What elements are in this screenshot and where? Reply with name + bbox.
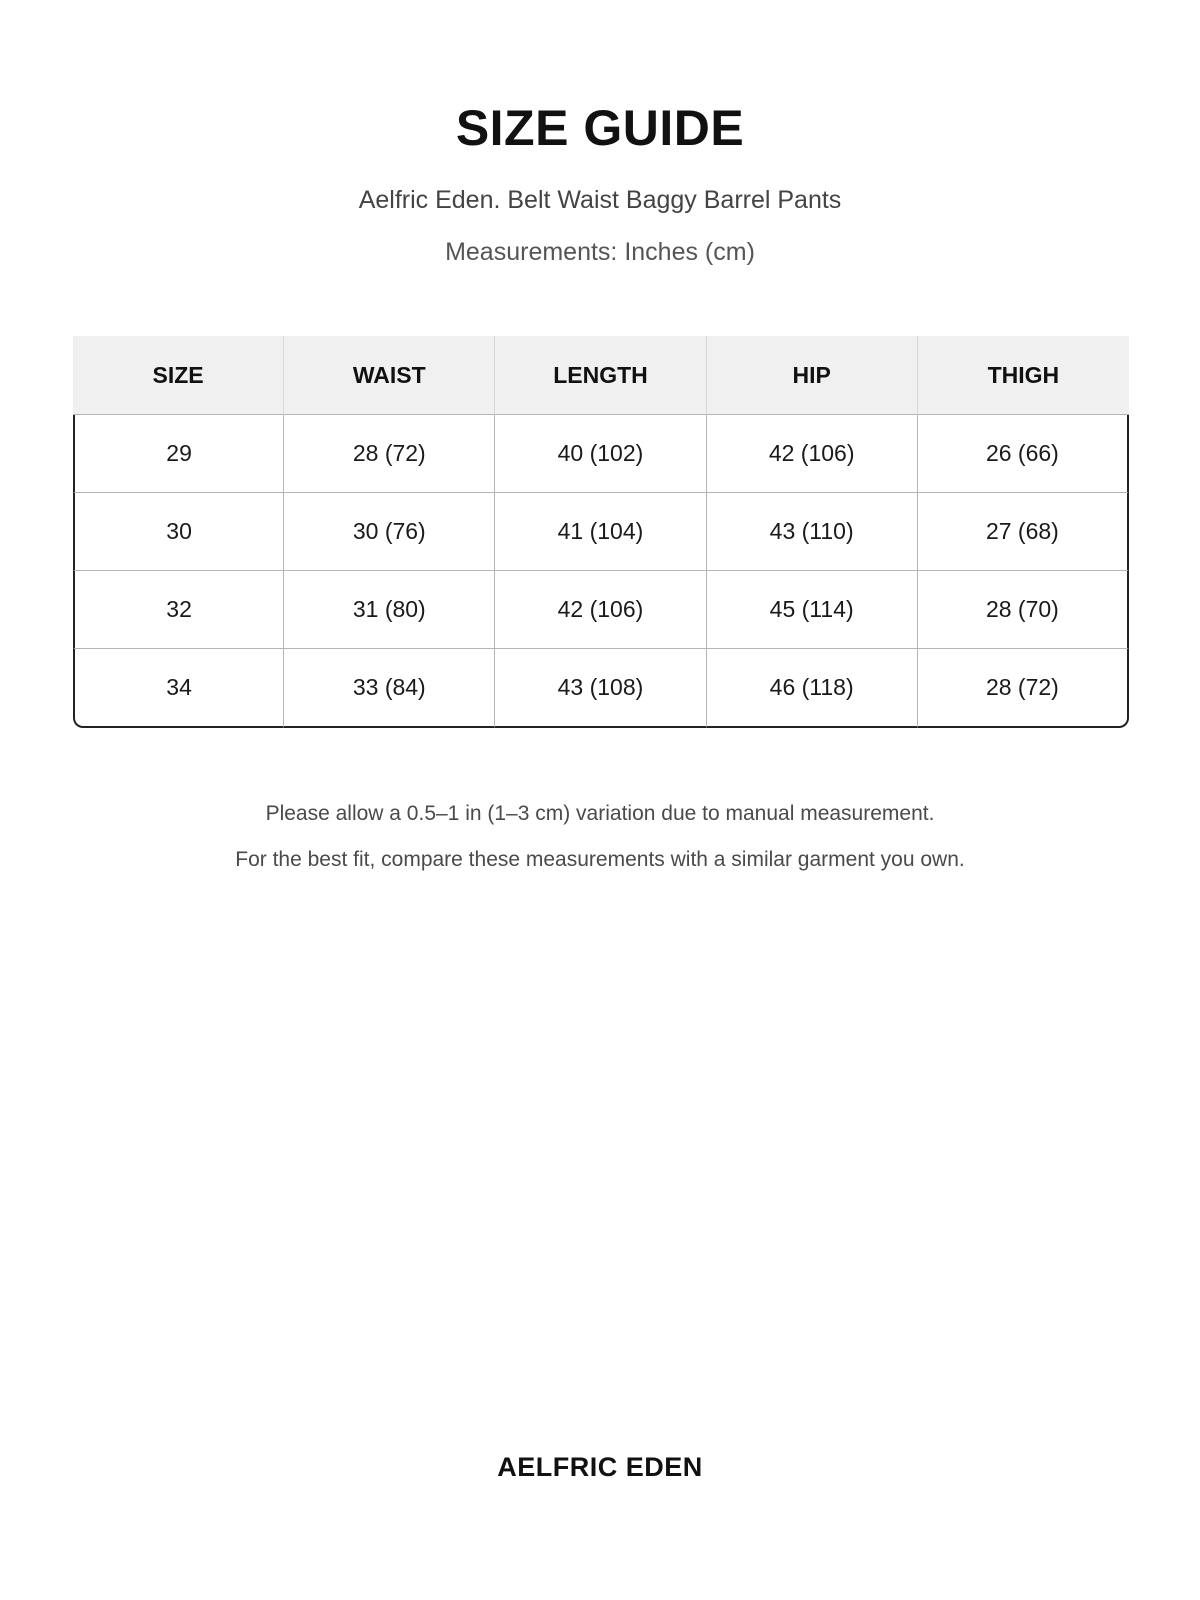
cell-hip: 43 (110) bbox=[707, 493, 918, 571]
cell-thigh: 28 (72) bbox=[918, 649, 1129, 728]
cell-hip: 46 (118) bbox=[707, 649, 918, 728]
cell-thigh: 28 (70) bbox=[918, 571, 1129, 649]
measurement-units: Measurements: Inches (cm) bbox=[445, 238, 755, 266]
variation-note: Please allow a 0.5–1 in (1–3 cm) variation due to manual measurement. bbox=[265, 802, 935, 825]
size-table bbox=[73, 336, 1129, 728]
cell-length: 43 (108) bbox=[495, 649, 706, 728]
column-header-hip: HIP bbox=[707, 336, 918, 415]
cell-waist: 33 (84) bbox=[284, 649, 495, 728]
size-table-container bbox=[73, 336, 1129, 728]
column-header-length: LENGTH bbox=[495, 336, 706, 415]
cell-size: 34 bbox=[73, 649, 284, 728]
cell-size: 32 bbox=[73, 571, 284, 649]
cell-length: 40 (102) bbox=[495, 415, 706, 493]
cell-length: 41 (104) bbox=[495, 493, 706, 571]
cell-waist: 28 (72) bbox=[284, 415, 495, 493]
cell-size: 29 bbox=[73, 415, 284, 493]
cell-thigh: 26 (66) bbox=[918, 415, 1129, 493]
cell-waist: 31 (80) bbox=[284, 571, 495, 649]
cell-hip: 45 (114) bbox=[707, 571, 918, 649]
page-title: SIZE GUIDE bbox=[455, 100, 745, 156]
column-header-thigh: THIGH bbox=[918, 336, 1129, 415]
table-row bbox=[73, 415, 1129, 493]
brand-footer: AELFRIC EDEN bbox=[497, 1452, 703, 1482]
table-header bbox=[73, 336, 1129, 415]
table-row bbox=[73, 649, 1129, 728]
table-row bbox=[73, 493, 1129, 571]
cell-length: 42 (106) bbox=[495, 571, 706, 649]
table-row bbox=[73, 571, 1129, 649]
cell-thigh: 27 (68) bbox=[918, 493, 1129, 571]
cell-size: 30 bbox=[73, 493, 284, 571]
product-name: Aelfric Eden. Belt Waist Baggy Barrel Pants bbox=[358, 186, 842, 214]
cell-hip: 42 (106) bbox=[707, 415, 918, 493]
cell-waist: 30 (76) bbox=[284, 493, 495, 571]
column-header-waist: WAIST bbox=[284, 336, 495, 415]
table-body bbox=[73, 415, 1129, 728]
header-row bbox=[73, 336, 1129, 415]
fit-tip-note: For the best fit, compare these measurements with a similar garment you own. bbox=[235, 848, 965, 871]
column-header-size: SIZE bbox=[73, 336, 284, 415]
